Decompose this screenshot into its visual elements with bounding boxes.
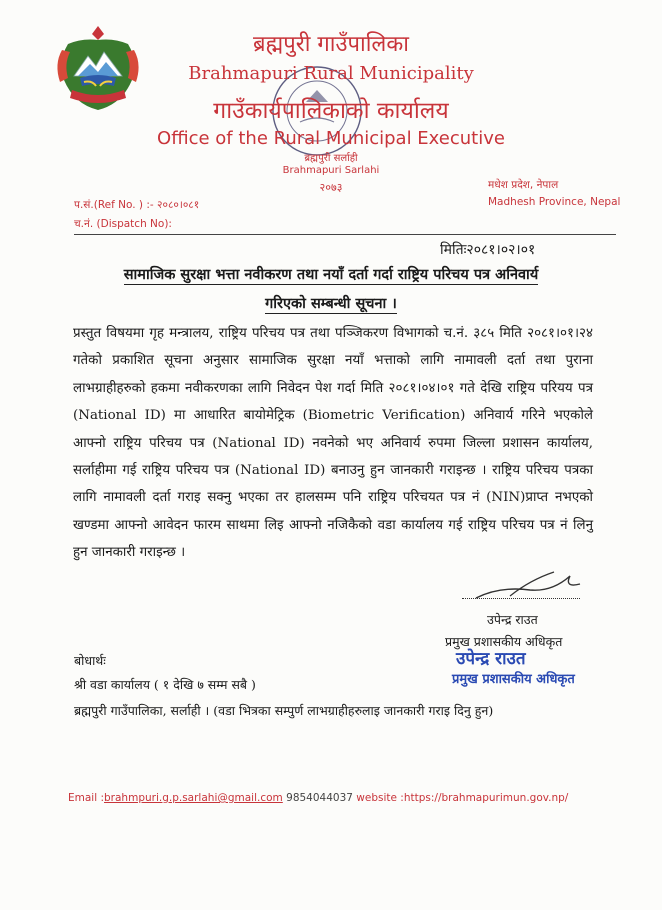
notice-title-line1: सामाजिक सुरक्षा भत्ता नवीकरण तथा नयाँ दर्ता गर्दा राष्ट्रिय परिचय पत्र अनिवार्य [123,266,539,283]
website-label: website : [356,792,404,804]
signatory-name: उपेन्द्र राउत [487,612,538,627]
footer-contact [68,792,568,804]
address-en: Brahmapuri Sarlahi [282,165,380,176]
dispatch-number: च.नं. (Dispatch No): [74,218,172,230]
website-link[interactable]: https://brahmapurimun.gov.np/ [403,792,569,804]
email-link[interactable]: brahmpuri.g.p.sarlahi@gmail.com [104,792,283,804]
signatory-title: प्रमुख प्रशासकीय अधिकृत [445,634,563,649]
handwritten-signature-icon [470,566,590,606]
executive-office-en: Office of the Rural Municipal Executive [157,128,505,149]
header-divider [74,234,616,235]
office-name-en: Brahmapuri Rural Municipality [188,63,474,84]
signature-stamp-name: उपेन्द्र राउत [456,649,526,669]
cc-line-1: श्री वडा कार्यालय ( १ देखि ७ सम्म सबै ) [74,677,256,692]
cc-label: बोधार्थः [74,653,106,668]
province-np: मधेश प्रदेश, नेपाल [488,179,559,191]
address-np: ब्रह्मपुरी सर्लाही [304,153,358,164]
cc-line-2: ब्रह्मपुरी गाउँपालिका, सर्लाही । (वडा भित्रका सम्पुर्ण लाभग्राहीहरुलाइ जानकारी गराइ दिनु हुन) [74,703,494,718]
province-en: Madhesh Province, Nepal [488,196,621,208]
office-name-np: ब्रह्मपुरी गाउँपालिका [253,32,409,57]
signature-stamp-title: प्रमुख प्रशासकीय अधिकृत [452,672,575,687]
phone-number: 9854044037 [286,792,353,804]
established-year: २०७३ [319,181,343,194]
reference-number: प.सं.(Ref No. ) :- २०८०।०८१ [74,199,200,211]
notice-body: प्रस्तुत विषयमा गृह मन्त्रालय, राष्ट्रिय परिचय पत्र तथा पञ्जिकरण विभागको च.नं. ३८५ मिति २०८१।०१।२४ गतेको प्रकाशित सूचना अनुसार सामाजिक सुरक्षा नयाँ भत्ताको लागि नामावली दर्ता तथा पुराना लाभग्राहीहरुको हकमा नवीकरणका लागि निवेदन पेश गर्दा मिति २०८१।०४।०१ गते देखि राष्ट्रिय परियय पत्र (National ID) मा आधारित बायोमेट्रिक (Biometric Verification) अनिवार्य गरिने भएकोले आफ्नो राष्ट्रिय परिचय पत्र (National ID) नवनेको भए अनिवार्य रुपमा जिल्ला प्रशासन कार्यालय, सर्लाहीमा गई राष्ट्रिय परिचय पत्र (National ID) बनाउनु हुन जानकारी गराइन्छ । राष्ट्रिय परिचय पत्रका लागि नामावली दर्ता गराइ सक्नु भएका तर हालसम्म पनि राष्ट्रिय परिचयत पत्र नं (NIN)प्राप्त नभएको खण्डमा आफ्नो आवेदन फारम साथमा लिइ आफ्नो नजिकैको वडा कार्यालय गई राष्ट्रिय परिचय पत्र नं लिनु हुन जानकारी गराइन्छ । [73,326,593,561]
signature-line [462,598,580,599]
notice-title-line2: गरिएको सम्बन्धी सूचना । [265,295,397,312]
executive-office-np: गाउँकार्यपालिकाको कार्यालय [213,98,449,124]
notice-date: मितिः२०८१।०२।०१ [440,242,536,258]
email-label: Email : [68,792,105,804]
